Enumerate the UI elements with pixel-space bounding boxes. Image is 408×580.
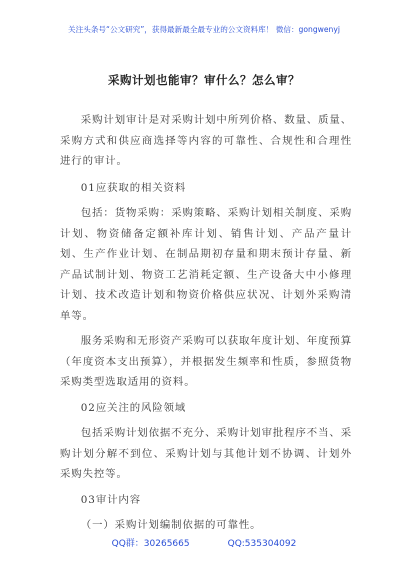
qq-number: QQ:535304092: [227, 539, 297, 549]
footer-contact: [0, 536, 408, 549]
section-heading-02: 02应关注的风险领域: [80, 401, 187, 414]
header-note: 关注头条号“公文研究”，获得最新最全最专业的公文资料库！ 微信：gongwenyj: [68, 25, 340, 34]
document-body: [60, 110, 352, 536]
section-heading-03: 03审计内容: [80, 493, 141, 506]
intro-paragraph: 采购计划审计是对采购计划中所列价格、数量、质量、采购方式和供应商选择等内容的可靠性、合规性和合理性进行的审计。: [60, 114, 352, 167]
services-paragraph: 服务采购和无形资产采购可以获取年度计划、年度预算（年度资本支出预算），并根据发生频率和性质，参照货物采购类型选取适用的资料。: [60, 335, 352, 388]
audit-item-1: （一）采购计划编制依据的可靠性。: [80, 519, 262, 531]
materials-paragraph: 包括：货物采购：采购策略、采购计划相关制度、采购计划、物资储备定额补库计划、销售计划、产品产量计划、生产作业计划、在制品期初存量和期末预计存量、新产品试制计划、物资工艺消耗定额、生产设备大中小修理计划、技术改造计划和物资价格供应状况、计划外采购清单等。: [60, 207, 352, 322]
qq-group: QQ群：30265665: [111, 539, 190, 549]
risk-paragraph: 包括采购计划依据不充分、采购计划审批程序不当、采购计划分解不到位、采购计划与其他计划不协调、计划外采购失控等。: [60, 427, 352, 480]
document-title: 采购计划也能审？审什么？怎么审？: [108, 73, 300, 87]
section-heading-01: 01应获取的相关资料: [80, 181, 187, 194]
